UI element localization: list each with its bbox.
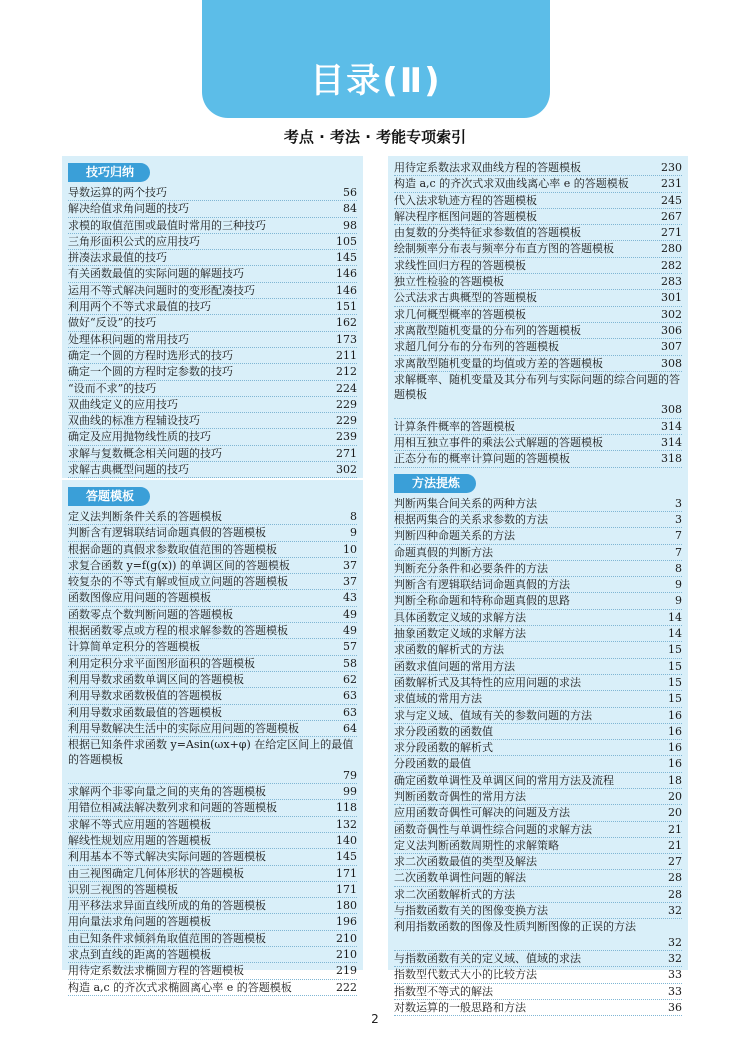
- toc-entry-page: 302: [336, 463, 357, 477]
- toc-entry: [394, 789, 682, 805]
- toc-entry: [68, 542, 357, 558]
- toc-entry-title: 构造 a,c 的齐次式求椭圆离心率 e 的答题模板: [68, 980, 292, 994]
- toc-entry-page: 282: [661, 258, 682, 272]
- toc-entry-page: 56: [343, 186, 357, 199]
- toc-entry-title: 运用不等式解决问题时的变形配凑技巧: [68, 283, 255, 297]
- toc-entry: [394, 323, 682, 339]
- toc-entry: [68, 590, 357, 606]
- toc-entry-page: 132: [336, 817, 357, 831]
- toc-entry-title: 判断含有逻辑联结词命题真假的方法: [394, 578, 570, 592]
- toc-entry-page: 16: [668, 708, 682, 722]
- toc-entry: [394, 577, 682, 593]
- toc-entry: [394, 241, 682, 257]
- toc-entry: [68, 898, 357, 914]
- toc-entry: [68, 963, 357, 979]
- toc-entry: [68, 525, 357, 541]
- page-title: 目录(Ⅱ): [310, 61, 442, 101]
- toc-entry: [394, 451, 682, 467]
- toc-entry-page: 8: [675, 561, 682, 575]
- toc-entry-title: 利用导数求函数极值的答题模板: [68, 689, 222, 703]
- toc-entry: [394, 805, 682, 821]
- toc-entry-title: 求解不等式应用题的答题模板: [68, 817, 211, 831]
- toc-entry: [68, 283, 357, 299]
- toc-entry: [68, 607, 357, 623]
- toc-entry: [394, 838, 682, 854]
- toc-entry: [68, 364, 357, 380]
- toc-entry-title: 构造 a,c 的齐次式求双曲线离心率 e 的答题模板: [394, 177, 629, 191]
- toc-entry-page: 57: [343, 640, 357, 654]
- toc-entry: [68, 250, 357, 266]
- toc-entry-title: 函数零点个数判断问题的答题模板: [68, 607, 233, 621]
- toc-entry-page: 229: [336, 397, 357, 411]
- toc-entry-title: 求函数的解析式的方法: [394, 643, 504, 657]
- page-number: 2: [371, 1012, 379, 1026]
- toc-entry: [394, 307, 682, 323]
- toc-entry-title: 定义法判断条件关系的答题模板: [68, 510, 222, 523]
- toc-entry-page: 15: [668, 675, 682, 689]
- toc-entry: [68, 931, 357, 947]
- toc-entry: [394, 209, 682, 225]
- toc-entry: [68, 623, 357, 639]
- toc-entry-page: 173: [336, 332, 357, 346]
- toc-entry-title: 求解古典概型问题的技巧: [68, 463, 189, 477]
- toc-entry-title: 指数型不等式的解法: [394, 984, 493, 998]
- toc-entry-page: 145: [336, 251, 357, 265]
- toc-entry-title: 拼凑法求最值的技巧: [68, 251, 167, 265]
- toc-entry-title: 解线性规划应用题的答题模板: [68, 833, 211, 847]
- toc-entry-page: 210: [336, 931, 357, 945]
- toc-entry-page: 16: [668, 724, 682, 738]
- toc-entry: [394, 610, 682, 626]
- toc-entry-title: 判断四种命题关系的方法: [394, 529, 515, 543]
- toc-entry-page: 308: [661, 403, 682, 417]
- toc-entry-page: 314: [661, 419, 682, 433]
- toc-entry-page: 151: [336, 300, 357, 314]
- toc-entry: [394, 435, 682, 451]
- toc-entry: [394, 160, 682, 176]
- toc-entry: [68, 397, 357, 413]
- toc-entry-title: 判断含有逻辑联结词命题真假的答题模板: [68, 526, 266, 540]
- toc-entry-title: 与指数函数有关的图像变换方法: [394, 904, 548, 918]
- toc-entry: [394, 419, 682, 435]
- toc-entry-title: 用待定系数法求椭圆方程的答题模板: [68, 964, 244, 978]
- toc-entry: [68, 315, 357, 331]
- toc-entry-title: 用平移法求异面直线所成的角的答题模板: [68, 899, 266, 913]
- toc-entry-page: 32: [668, 935, 682, 949]
- toc-entry: [68, 914, 357, 930]
- toc-entry-page: 245: [661, 193, 682, 207]
- toc-entry-title: 求二次函数最值的类型及解法: [394, 855, 537, 869]
- toc-entry: [68, 381, 357, 397]
- toc-entry: [394, 274, 682, 290]
- toc-entry: [394, 919, 682, 951]
- entry-list: [68, 185, 357, 478]
- toc-entry-title: 计算简单定积分的答题模板: [68, 640, 200, 654]
- toc-entry-title: 具体函数定义域的求解方法: [394, 610, 526, 624]
- toc-entry-title: 求超几何分布的分布列的答题模板: [394, 340, 559, 354]
- toc-entry-page: 146: [336, 283, 357, 297]
- toc-entry-title: 双曲线定义的应用技巧: [68, 397, 178, 411]
- toc-entry-page: 3: [675, 496, 682, 510]
- toc-entry: [394, 773, 682, 789]
- toc-entry-page: 212: [336, 365, 357, 379]
- toc-entry-page: 146: [336, 267, 357, 281]
- toc-entry-title: 解决程序框图问题的答题模板: [394, 209, 537, 223]
- toc-entry-page: 271: [661, 226, 682, 240]
- toc-entry-title: 函数图像应用问题的答题模板: [68, 591, 211, 605]
- section-jiqiao: [62, 156, 363, 478]
- toc-entry-title: 与指数函数有关的定义域、值域的求法: [394, 951, 581, 965]
- toc-entry-page: 21: [668, 838, 682, 852]
- toc-entry-title: 根据两集合的关系求参数的方法: [394, 512, 548, 526]
- toc-entry-page: 49: [343, 624, 357, 638]
- toc-entry-page: 49: [343, 607, 357, 621]
- toc-entry-title: 有关函数最值的实际问题的解题技巧: [68, 267, 244, 281]
- toc-entry-title: 导数运算的两个技巧: [68, 186, 167, 199]
- toc-entry-title: 由三视图确定几何体形状的答题模板: [68, 866, 244, 880]
- toc-entry-title: 函数求值问题的常用方法: [394, 659, 515, 673]
- toc-entry-title: 抽象函数定义域的求解方法: [394, 627, 526, 641]
- toc-entry-page: 171: [336, 882, 357, 896]
- toc-entry-title: 根据函数零点或方程的根求解参数的答题模板: [68, 624, 288, 638]
- section-label-jiqiao: 技巧归纳: [68, 163, 150, 182]
- toc-entry: [394, 756, 682, 772]
- toc-entry-page: 20: [668, 789, 682, 803]
- toc-entry-title: 求分段函数的函数值: [394, 724, 493, 738]
- toc-entry-page: 32: [668, 904, 682, 918]
- toc-entry-page: 318: [661, 452, 682, 466]
- toc-entry: [68, 947, 357, 963]
- toc-entry-page: 280: [661, 242, 682, 256]
- toc-entry-page: 162: [336, 316, 357, 330]
- toc-entry: [68, 866, 357, 882]
- toc-entry-page: 230: [661, 161, 682, 174]
- toc-entry-title: 确定一个圆的方程时选形式的技巧: [68, 348, 233, 362]
- toc-entry: [394, 225, 682, 241]
- toc-entry-page: 314: [661, 436, 682, 450]
- toc-entry-page: 3: [675, 512, 682, 526]
- toc-entry-title: 用向量法求角问题的答题模板: [68, 915, 211, 929]
- toc-entry-page: 224: [336, 381, 357, 395]
- toc-entry: [394, 561, 682, 577]
- toc-entry: [68, 429, 357, 445]
- toc-entry: [394, 659, 682, 675]
- toc-entry-title: 做好“反设”的技巧: [68, 316, 157, 330]
- toc-entry-title: 判断函数奇偶性的常用方法: [394, 789, 526, 803]
- toc-entry-page: 140: [336, 833, 357, 847]
- toc-entry-title: 求二次函数解析式的方法: [394, 887, 515, 901]
- toc-entry-page: 33: [668, 968, 682, 982]
- toc-entry-page: 222: [336, 980, 357, 994]
- toc-entry-title: 代入法求轨迹方程的答题模板: [394, 193, 537, 207]
- toc-entry-page: 18: [668, 773, 682, 787]
- toc-entry: [394, 339, 682, 355]
- section-label-dati: 答题模板: [68, 487, 150, 506]
- toc-entry-title: 函数奇偶性与单调性综合问题的求解方法: [394, 822, 592, 836]
- toc-entry: [68, 218, 357, 234]
- toc-entry-title: 利用导数求函数最值的答题模板: [68, 705, 222, 719]
- toc-entry: [68, 980, 357, 996]
- toc-entry-page: 231: [661, 177, 682, 191]
- toc-entry: [68, 784, 357, 800]
- toc-entry-title: 指数型代数式大小的比较方法: [394, 968, 537, 982]
- toc-entry-page: 301: [661, 291, 682, 305]
- toc-entry: [68, 656, 357, 672]
- toc-entry-title: 定义法判断函数周期性的求解策略: [394, 838, 559, 852]
- toc-entry-title: 求线性回归方程的答题模板: [394, 258, 526, 272]
- right-column: [388, 156, 688, 1014]
- toc-entry-title: 确定及应用抛物线性质的技巧: [68, 430, 211, 444]
- toc-entry-page: 14: [668, 627, 682, 641]
- page-subtitle: 考点 · 考法 · 考能专项索引: [283, 128, 467, 146]
- toc-entry: [68, 266, 357, 282]
- toc-entry-title: 应用函数奇偶性可解决的问题及方法: [394, 806, 570, 820]
- toc-entry-page: 7: [675, 529, 682, 543]
- toc-entry: [394, 887, 682, 903]
- toc-entry-title: 确定一个圆的方程时定参数的技巧: [68, 365, 233, 379]
- toc-entry-page: 7: [675, 545, 682, 559]
- toc-entry-title: 正态分布的概率计算问题的答题模板: [394, 452, 570, 466]
- toc-entry-title: 求解与复数概念相关问题的技巧: [68, 446, 222, 460]
- toc-entry: [68, 234, 357, 250]
- toc-entry: [394, 593, 682, 609]
- toc-entry: [68, 509, 357, 525]
- toc-entry-title: 判断充分条件和必要条件的方法: [394, 561, 548, 575]
- toc-entry-title: 根据命题的真假求参数取值范围的答题模板: [68, 542, 277, 556]
- toc-entry-page: 171: [336, 866, 357, 880]
- toc-entry-title: 双曲线的标准方程辅设技巧: [68, 414, 200, 428]
- toc-entry: [68, 849, 357, 865]
- toc-entry: [68, 348, 357, 364]
- toc-entry: [394, 967, 682, 983]
- toc-entry-page: 15: [668, 659, 682, 673]
- title-banner: [202, 0, 550, 118]
- toc-entry: [68, 201, 357, 217]
- toc-entry-title: 识别三视图的答题模板: [68, 882, 178, 896]
- toc-entry-title: 二次函数单调性问题的解法: [394, 871, 526, 885]
- toc-entry-page: 15: [668, 643, 682, 657]
- section-label-fangfa: 方法提炼: [394, 474, 476, 493]
- toc-entry: [394, 708, 682, 724]
- toc-entry: [68, 882, 357, 898]
- toc-entry-page: 32: [668, 951, 682, 965]
- entry-list: [394, 160, 682, 468]
- toc-entry-page: 9: [675, 594, 682, 608]
- toc-entry-title: 利用指数函数的图像及性质判断图像的正误的方法: [394, 920, 636, 934]
- toc-entry-page: 302: [661, 307, 682, 321]
- toc-entry-title: 由复数的分类特征求参数值的答题模板: [394, 226, 581, 240]
- toc-entry-title: 独立性检验的答题模板: [394, 275, 504, 289]
- toc-entry-page: 37: [343, 558, 357, 572]
- toc-entry: [394, 870, 682, 886]
- toc-entry-page: 36: [668, 1000, 682, 1014]
- toc-entry-page: 27: [668, 855, 682, 869]
- toc-entry-page: 16: [668, 741, 682, 755]
- toc-entry: [68, 833, 357, 849]
- toc-entry: [68, 688, 357, 704]
- toc-entry-page: 105: [336, 234, 357, 248]
- toc-entry-page: 306: [661, 323, 682, 337]
- toc-entry-title: 解决给值求角问题的技巧: [68, 202, 189, 216]
- toc-entry-title: 求点到直线的距离的答题模板: [68, 948, 211, 962]
- toc-entry-title: 用待定系数法求双曲线方程的答题模板: [394, 161, 581, 174]
- toc-entry-page: 283: [661, 275, 682, 289]
- toc-entry-title: 求解两个非零向量之间的夹角的答题模板: [68, 785, 266, 799]
- toc-entry-title: 求复合函数 y=f(g(x)) 的单调区间的答题模板: [68, 558, 290, 572]
- toc-entry: [394, 528, 682, 544]
- toc-entry-page: 239: [336, 430, 357, 444]
- toc-entry: [394, 740, 682, 756]
- toc-entry-page: 9: [675, 578, 682, 592]
- toc-entry-title: 分段函数的最值: [394, 757, 471, 771]
- toc-entry: [68, 558, 357, 574]
- toc-entry-page: 28: [668, 887, 682, 901]
- toc-entry-page: 271: [336, 446, 357, 460]
- section-dati: [62, 480, 363, 994]
- toc-entry-title: 命题真假的判断方法: [394, 545, 493, 559]
- toc-entry-title: 求几何概型概率的答题模板: [394, 307, 526, 321]
- toc-entry: [394, 951, 682, 967]
- toc-entry-title: 利用基本不等式解决实际问题的答题模板: [68, 850, 266, 864]
- toc-entry-title: 函数解析式及其特性的应用问题的求法: [394, 675, 581, 689]
- toc-entry-page: 15: [668, 692, 682, 706]
- entry-list: [68, 509, 357, 996]
- toc-entry-title: 根据已知条件求函数 y=Asin(ωx+φ) 在给定区间上的最值的答题模板: [68, 738, 354, 767]
- toc-entry-title: 确定函数单调性及单调区间的常用方法及流程: [394, 773, 614, 787]
- toc-entry-page: 219: [336, 964, 357, 978]
- toc-entry: [68, 800, 357, 816]
- toc-entry-page: 63: [343, 705, 357, 719]
- toc-entry-page: 62: [343, 672, 357, 686]
- toc-entry-title: 计算条件概率的答题模板: [394, 419, 515, 433]
- toc-entry-title: 利用两个不等式求最值的技巧: [68, 300, 211, 314]
- toc-entry-title: 求与定义域、值域有关的参数问题的方法: [394, 708, 592, 722]
- toc-entry: [394, 290, 682, 306]
- toc-entry-page: 267: [661, 209, 682, 223]
- toc-entry-page: 37: [343, 575, 357, 589]
- toc-entry-page: 9: [350, 526, 357, 540]
- toc-entry: [394, 193, 682, 209]
- toc-entry-page: 180: [336, 899, 357, 913]
- toc-entry-page: 43: [343, 591, 357, 605]
- toc-entry-page: 84: [343, 202, 357, 216]
- toc-entry-title: 较复杂的不等式有解或恒成立问题的答题模板: [68, 575, 288, 589]
- toc-entry-title: 公式法求古典概型的答题模板: [394, 291, 537, 305]
- toc-entry: [394, 724, 682, 740]
- toc-entry-page: 118: [336, 801, 357, 815]
- toc-entry-page: 21: [668, 822, 682, 836]
- toc-entry-title: 利用导数解决生活中的实际应用问题的答题模板: [68, 721, 299, 735]
- toc-entry-title: 利用定积分求平面图形面积的答题模板: [68, 656, 255, 670]
- toc-entry: [68, 413, 357, 429]
- toc-entry: [68, 574, 357, 590]
- toc-entry: [394, 512, 682, 528]
- toc-entry-page: 99: [343, 785, 357, 799]
- toc-entry-page: 63: [343, 689, 357, 703]
- toc-entry: [394, 691, 682, 707]
- toc-entry-page: 8: [350, 510, 357, 523]
- toc-entry-title: 判断两集合间关系的两种方法: [394, 496, 537, 510]
- toc-entry: [394, 854, 682, 870]
- toc-entry: [68, 185, 357, 201]
- toc-entry-title: 对数运算的一般思路和方法: [394, 1000, 526, 1014]
- toc-entry: [394, 372, 682, 419]
- toc-entry-page: 28: [668, 871, 682, 885]
- toc-entry: [394, 984, 682, 1000]
- toc-entry-page: 58: [343, 656, 357, 670]
- toc-entry-page: 196: [336, 915, 357, 929]
- toc-entry-page: 98: [343, 218, 357, 232]
- toc-entry: [68, 462, 357, 478]
- toc-entry-title: “设而不求”的技巧: [68, 381, 157, 395]
- toc-entry-page: 14: [668, 610, 682, 624]
- toc-entry-page: 64: [343, 721, 357, 735]
- toc-entry-page: 145: [336, 850, 357, 864]
- toc-entry-title: 求模的取值范围或最值时常用的三种技巧: [68, 218, 266, 232]
- toc-entry: [394, 356, 682, 372]
- toc-entry-title: 用相互独立事件的乘法公式解题的答题模板: [394, 436, 603, 450]
- toc-entry: [394, 675, 682, 691]
- toc-entry: [68, 721, 357, 737]
- toc-entry-title: 利用导数求函数单调区间的答题模板: [68, 672, 244, 686]
- toc-entry: [68, 446, 357, 462]
- toc-entry-title: 由已知条件求倾斜角取值范围的答题模板: [68, 931, 266, 945]
- toc-entry-title: 求解概率、随机变量及其分布列与实际问题的综合问题的答题模板: [394, 372, 680, 402]
- toc-entry-page: 229: [336, 414, 357, 428]
- toc-entry-title: 求值域的常用方法: [394, 692, 482, 706]
- toc-entry: [68, 332, 357, 348]
- toc-entry-title: 绘制频率分布表与频率分布直方图的答题模板: [394, 242, 614, 256]
- toc-entry: [68, 817, 357, 833]
- toc-entry-page: 10: [343, 542, 357, 556]
- toc-entry-page: 20: [668, 806, 682, 820]
- toc-entry-title: 用错位相减法解决数列求和问题的答题模板: [68, 801, 277, 815]
- toc-entry: [394, 258, 682, 274]
- toc-entry-title: 处理体积问题的常用技巧: [68, 332, 189, 346]
- toc-entry-page: 307: [661, 340, 682, 354]
- toc-entry-page: 79: [343, 768, 357, 782]
- toc-entry-title: 三角形面积公式的应用技巧: [68, 234, 200, 248]
- toc-entry: [394, 903, 682, 919]
- toc-entry-page: 16: [668, 757, 682, 771]
- toc-entry-title: 求离散型随机变量的均值或方差的答题模板: [394, 356, 603, 370]
- toc-entry-title: 求分段函数的解析式: [394, 741, 493, 755]
- toc-entry: [394, 176, 682, 192]
- toc-entry: [68, 639, 357, 655]
- toc-entry: [394, 642, 682, 658]
- toc-entry: [68, 672, 357, 688]
- toc-entry: [394, 545, 682, 561]
- toc-entry: [68, 299, 357, 315]
- toc-entry: [68, 737, 357, 784]
- toc-entry-page: 33: [668, 984, 682, 998]
- toc-entry-title: 判断全称命题和特称命题真假的思路: [394, 594, 570, 608]
- toc-entry-title: 求离散型随机变量的分布列的答题模板: [394, 323, 581, 337]
- toc-entry: [394, 822, 682, 838]
- toc-entry: [394, 626, 682, 642]
- toc-entry-page: 210: [336, 948, 357, 962]
- toc-entry: [394, 496, 682, 512]
- toc-entry-page: 308: [661, 356, 682, 370]
- toc-entry: [68, 705, 357, 721]
- toc-entry-page: 211: [336, 348, 357, 362]
- entry-list: [394, 496, 682, 1017]
